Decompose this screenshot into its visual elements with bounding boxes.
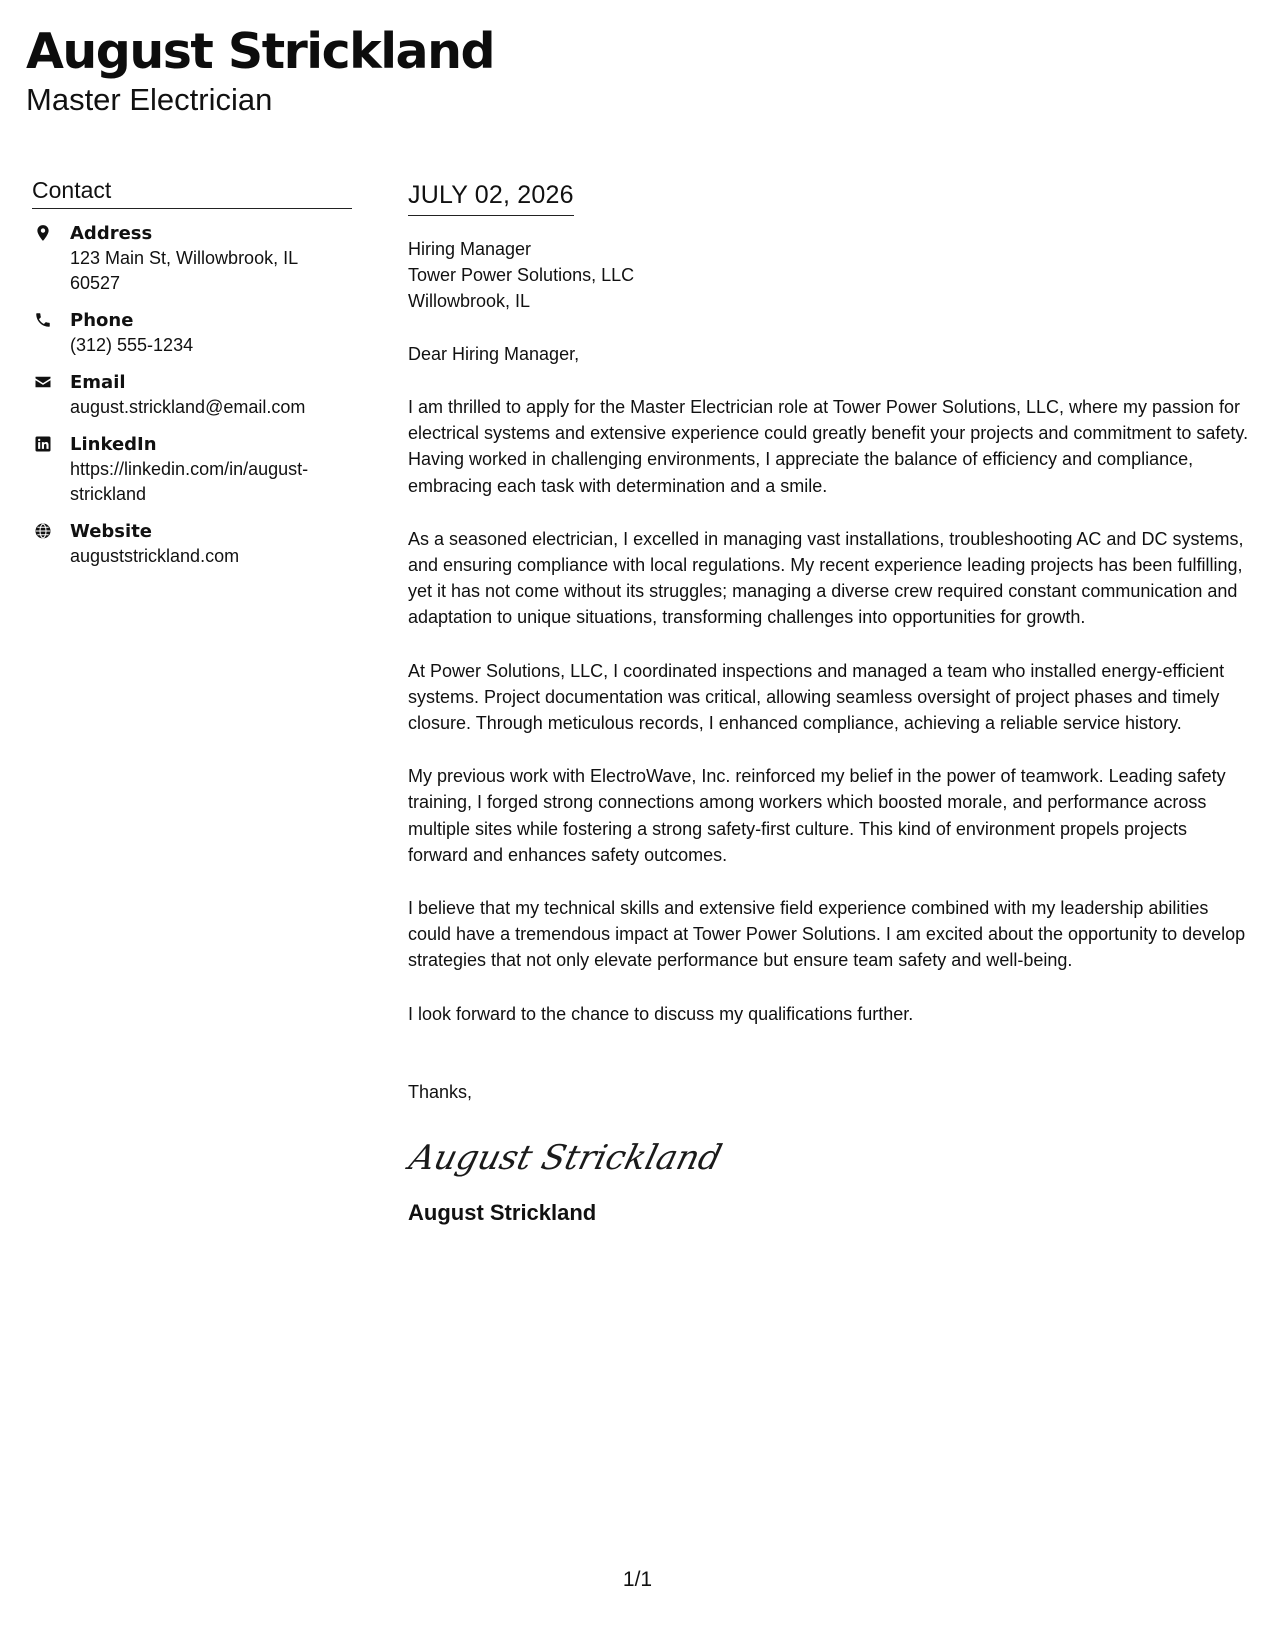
contact-label-address: Address	[70, 223, 153, 244]
letter-paragraph: I am thrilled to apply for the Master Electrician role at Tower Power Solutions, LLC, where my passion for electrical systems and extensive experience could greatly benefit your projects and commitment to safety. Having worked in challenging environments, I appreciate the balance of efficiency and compliance, embracing each task with determination and a smile.	[408, 397, 1249, 496]
phone-icon	[34, 311, 52, 329]
recipient-line: Willowbrook, IL	[408, 291, 531, 311]
contact-label-website: Website	[70, 521, 153, 542]
envelope-icon	[34, 373, 52, 391]
linkedin-icon	[34, 435, 52, 453]
contact-item-linkedin	[32, 433, 352, 507]
letter-paragraph: I believe that my technical skills and extensive field experience combined with my leadership abilities could have a tremendous impact at Tower Power Solutions. I am excited about the opportunity to develop strategies that not only elevate performance but ensure team safety and well-being.	[408, 898, 1246, 971]
letter-closing: Thanks,	[408, 1081, 473, 1102]
contact-heading: Contact	[32, 175, 352, 209]
contact-item-address	[32, 222, 352, 296]
contact-value-email[interactable]: august.strickland@email.com	[70, 397, 306, 417]
letter-paragraph: As a seasoned electrician, I excelled in managing vast installations, troubleshooting AC and DC systems, and ensuring compliance with local regulations. My recent experience leading projects has been fulfilling, yet it has not come without its struggles; managing a diverse crew required constant communication and adaptation to unique situations, transforming challenges into opportunities for growth.	[408, 528, 1244, 628]
signer-name: August Strickland	[408, 1199, 597, 1225]
recipient-line: Hiring Manager	[408, 239, 532, 259]
salutation: Dear Hiring Manager,	[408, 344, 580, 364]
recipient-line: Tower Power Solutions, LLC	[408, 265, 635, 285]
contact-value-website[interactable]: auguststrickland.com	[70, 546, 240, 566]
applicant-name: August Strickland	[26, 23, 495, 80]
map-pin-icon	[34, 224, 52, 242]
contact-label-linkedin: LinkedIn	[70, 434, 157, 455]
globe-icon	[34, 522, 52, 540]
contact-item-phone	[32, 309, 352, 358]
handwritten-signature	[405, 1127, 726, 1183]
applicant-job-title: Master Electrician	[26, 82, 273, 117]
page-number: 1/1	[622, 1568, 653, 1591]
contact-item-website	[32, 520, 352, 569]
letter-date: JULY 02, 2026	[408, 178, 574, 216]
letter-paragraph: My previous work with ElectroWave, Inc. reinforced my belief in the power of teamwork. Leading safety training, I forged strong connections among workers which boosted morale, and performance across multiple sites while fostering a strong safety-first culture. This kind of environment propels projects forward and enhances safety outcomes.	[408, 766, 1226, 865]
recipient-block	[408, 236, 1250, 314]
contact-item-email	[32, 371, 352, 420]
letter-paragraph: At Power Solutions, LLC, I coordinated inspections and managed a team who installed energy-efficient systems. Project documentation was critical, allowing seamless oversight of project phases and timely closure. Through meticulous records, I enhanced compliance, achieving a reliable service history.	[408, 660, 1225, 734]
contact-label-email: Email	[70, 372, 126, 393]
contact-value-address: 123 Main St, Willowbrook, IL 60527	[70, 248, 298, 293]
contact-sidebar	[32, 175, 352, 569]
contact-value-phone: (312) 555-1234	[70, 335, 194, 355]
letter-body	[405, 178, 1250, 1228]
letter-paragraph: I look forward to the chance to discuss my qualifications further.	[408, 1003, 914, 1024]
contact-label-phone: Phone	[70, 310, 134, 331]
contact-value-linkedin[interactable]: https://linkedin.com/in/august-strickland	[70, 459, 309, 504]
resume-header	[26, 22, 494, 118]
signature-text: August Strickland	[405, 1138, 726, 1178]
